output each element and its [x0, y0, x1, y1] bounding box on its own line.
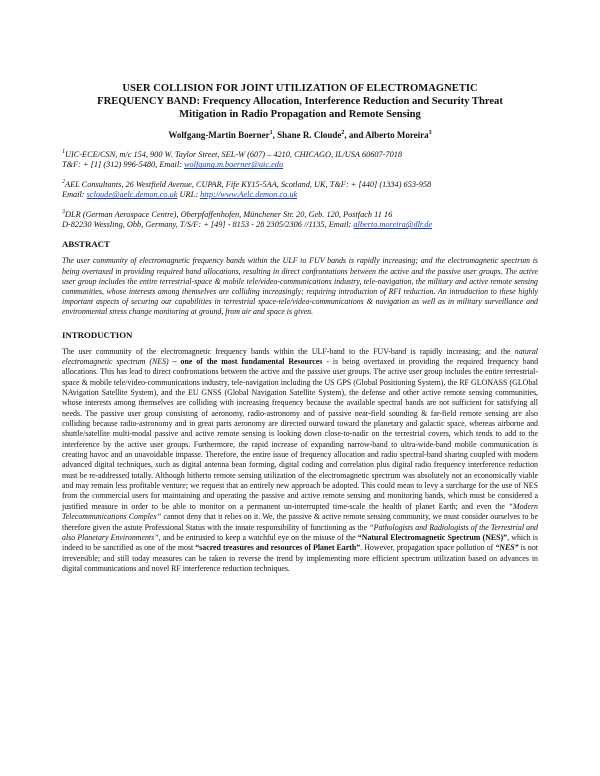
author-separator-1: ,	[272, 130, 278, 140]
abstract-heading: ABSTRACT	[62, 239, 110, 250]
intro-text-2: - is being overtaxed in providing the required frequency band allocations. This has lead to direct confrontations between the active and the passive user groups. The active user group includes the entire terrestrial-space & mobile tele/video-communications industry, tele-navigation including the US GPS (Global Positioning System), the RF GLONASS (GLObal NAvigation Satellite System), and the EU GNSS (Global Navigation Satellite System), the defense and other active remote sensing communities, whose interests among themselves are colliding with increasing frequency because the available spectral bands are not sufficient for satisfying all needs. The passive user group consisting of aeronomy, radio-astronomy and of passive near-field sounding & far-field remote sensing are also colliding because radio-astronomy and in great parts aeronomy are directed outward toward the planetary and galactic space, whereas airborne and shuttle/satellite multi-modal passive and active remote sensing is looking down close-to-nadir on the terrestrial covers, which tends to add to the interference by the active user groups. Furthermore, the rapid increase of expanding narrow-band to ultra-wide-band mobile communication is creating havoc and an unavoidable impasse. Therefore, the entire issue of frequency allocation and radio spectral-band sharing coupled with modern advanced digital techniques, such as digital antenna bean forming, digital coding and correlation plus digital radio frequency interference reduction must be re-addressed totally. Although hitherto remote sensing utilization of the electromagnetic spectrum was absolutely not an economically viable and may remain less profitable venture; we request that an entirely new approach be adopted. This could mean to levy a surcharge for the use of NES from the commercial users for maintaining and operating the passive and active remote sensing and monitoring bands, which must be considered a justified measure in order to be able to monitor on a permanent un-interrupted time-scale the health of planet Earth; and even the	[62, 357, 539, 511]
intro-text-1: The user community of the electromagnetic frequency bands within the ULF-band to the FUV-band is rapidly increasing; and the	[62, 346, 515, 356]
affiliation-1-contact: T&F: + [1] (312) 996-5480, Email:	[62, 160, 184, 170]
author-2: Shane R. Cloude	[277, 130, 342, 140]
title-line-3: Mitigation in Radio Propagation and Remote Sensing	[179, 109, 421, 120]
affiliation-1-superscript: 1	[62, 149, 65, 156]
intro-bold-nes-full: “Natural Electromagnetic Spectrum (NES)”	[357, 532, 508, 542]
intro-italic-pathologists: “Pathologists and Radiologists of the Terrestrial and also Planetary Environments”	[62, 522, 538, 542]
affiliation-2-url-link[interactable]: http://www.Aelc.demon.co.uk	[200, 190, 298, 200]
affiliation-2-email-link[interactable]: scloude@aelc.demon.co.uk	[86, 190, 178, 200]
author-separator-2: , and	[344, 130, 366, 140]
intro-bold-italic-nes: “NES”	[495, 543, 519, 553]
affiliation-3-contact: D-82230 Wessling, Obb, Germany, T/S/F: + [49] - 8153 - 28 2305/2306 //1135, Email:	[62, 220, 354, 230]
author-1-superscript: 1	[269, 130, 273, 136]
intro-text-5: , which is indeed to be sanctified as one of the most	[62, 532, 539, 553]
affiliation-2-email-label: Email:	[62, 190, 87, 200]
affiliation-3-address: DLR (German Aerospace Centre), Oberpfaffenhofen, Münchener Str. 20, Geb. 120, Postfach 11 16	[65, 209, 393, 219]
author-2-superscript: 2	[341, 130, 345, 136]
abstract-text: The user community of electromagnetic frequency bands within the ULF to FUV bands is rapidly increasing; and the electromagnetic spectrum is being overtaxed in providing required band allocations, resulting in direct confrontations between the active and the passive user groups. The active user group includes the entire terrestrial-space & mobile tele/video-communications industry, tele-navigation, the military and active remote sensing communities, whose interests among themselves are colliding increasingly; requiring introduction of RFI reduction. An introduction to these highly important aspects of securing our capabilities in terrestrial space-tele/video-communications & navigation as well as in military surveillance and environmental stress change monitoring at ground, from air and space is given.	[62, 256, 538, 317]
author-3-superscript: 3	[428, 130, 432, 136]
intro-italic-nes: natural electromagnetic spectrum (NES)	[62, 346, 538, 366]
intro-text-7: is not irreversible; and still today measures can be taken to reverse the trend by implementing more efficient spectrum utilization based on advances in digital communications and novel RF interference reduction techniques.	[62, 543, 538, 573]
affiliation-1-address: UIC-ECE/CSN, m/c 154, 900 W. Taylor Street, SEL-W (607) – 4210, CHICAGO, IL/USA 60607-7018	[65, 150, 403, 159]
title-line-1: USER COLLISION FOR JOINT UTILIZATION OF ELECTROMAGNETIC	[122, 83, 478, 94]
affiliation-1-email-link[interactable]: wolfgang.m.boerner@uic.edu	[183, 160, 284, 170]
affiliation-2	[62, 180, 538, 201]
introduction-heading: INTRODUCTION	[62, 329, 133, 340]
affiliation-2-address: AEL Consultants, 26 Westfield Avenue, CUPAR, Fife KY15-5AA, Scotland, UK, T&F: + [440] (1334) 653-958	[65, 179, 432, 189]
author-3: Alberto Moreira	[365, 130, 429, 140]
intro-bold-resources: – one of the most fundamental Resources	[168, 357, 323, 366]
affiliation-1	[62, 150, 538, 171]
affiliation-3	[62, 210, 538, 231]
affiliation-2-url-label: URL:	[177, 190, 201, 200]
intro-text-6: . However, propagation space pollution of	[360, 543, 496, 553]
paper-title	[70, 82, 530, 121]
intro-text-4: , and be entrusted to keep a watchful eye on the misuse of the	[158, 532, 358, 542]
intro-italic-telecom: “Modern Telecommunications Complex”	[62, 501, 538, 522]
affiliation-3-superscript: 3	[62, 208, 65, 215]
author-list	[62, 129, 538, 141]
author-1: Wolfgang-Martin Boerner	[168, 130, 270, 140]
affiliation-2-superscript: 2	[62, 179, 65, 186]
affiliation-3-email-link[interactable]: alberto.moreira@dlr.de	[353, 220, 433, 230]
intro-text-3: cannot deny that it relies on it. We, the passive & active remote sensing community, we must consider ourselves to be therefore given the astute Professional Status with the innate responsibility of functioning as the	[62, 512, 538, 532]
title-line-2: FREQUENCY BAND: Frequency Allocation, Interference Reduction and Security Threat	[97, 96, 503, 107]
intro-bold-sacred: “sacred treasures and resources of Planet Earth”	[195, 543, 361, 553]
introduction-paragraph	[62, 347, 538, 575]
